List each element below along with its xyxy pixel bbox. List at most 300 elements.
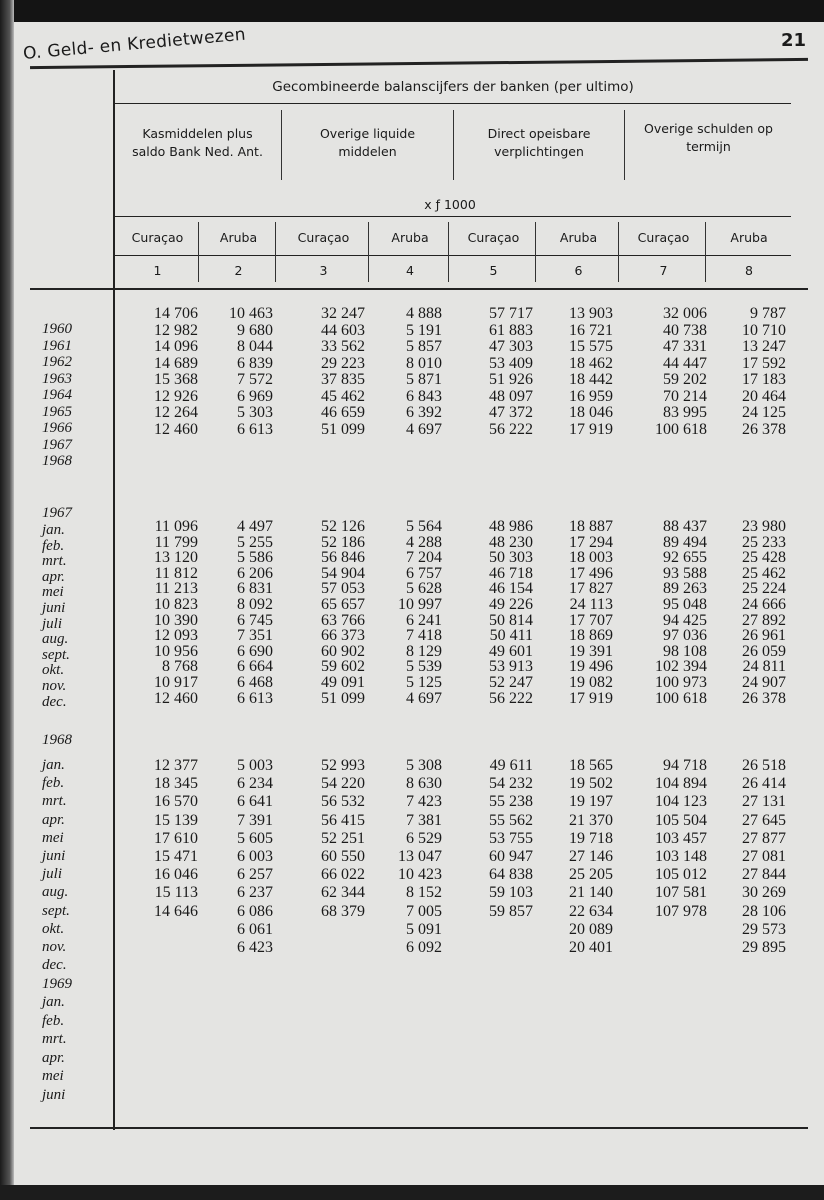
table-cell: 46 659 bbox=[321, 404, 365, 421]
table-cell: 25 462 bbox=[742, 564, 786, 582]
table-cell: 93 588 bbox=[663, 564, 707, 582]
table-cell: 52 186 bbox=[321, 533, 365, 551]
table-cell: 51 099 bbox=[321, 689, 365, 707]
table-cell: 17 610 bbox=[154, 829, 198, 847]
table-cell: 92 655 bbox=[663, 549, 707, 567]
row-label-month: apr. bbox=[42, 568, 65, 585]
row-label-month: okt. bbox=[42, 662, 65, 679]
row-label-month: mrt. bbox=[42, 553, 67, 570]
header-rule bbox=[30, 58, 808, 69]
table-cell: 5 871 bbox=[406, 371, 442, 388]
row-label-month: dec. bbox=[42, 693, 67, 710]
table-cell: 5 586 bbox=[237, 549, 273, 567]
table-cell: 97 036 bbox=[663, 627, 707, 645]
table-cell: 56 222 bbox=[489, 689, 533, 707]
table-cell: 14 689 bbox=[154, 354, 198, 372]
row-label-month: dec. bbox=[42, 957, 67, 974]
table-cell: 37 835 bbox=[321, 371, 365, 388]
table-cell: 102 394 bbox=[655, 658, 707, 676]
row-label-month: mrt. bbox=[42, 1031, 67, 1048]
table-cell: 4 697 bbox=[406, 689, 442, 707]
table-cell: 57 053 bbox=[321, 580, 365, 598]
table-cell: 6 392 bbox=[406, 404, 442, 421]
table-cell: 18 869 bbox=[569, 627, 613, 645]
table-cell: 4 497 bbox=[237, 518, 273, 535]
table-cell: 14 646 bbox=[154, 902, 198, 920]
scan-border-bottom bbox=[0, 1185, 824, 1200]
row-label-month: juli bbox=[42, 615, 63, 632]
table-cell: 21 370 bbox=[569, 811, 613, 829]
table-cell: 18 003 bbox=[569, 549, 613, 567]
table-cell: 50 814 bbox=[489, 611, 533, 629]
table-cell: 12 460 bbox=[154, 420, 198, 438]
row-label-month: nov. bbox=[42, 678, 67, 694]
table-cell: 50 411 bbox=[489, 627, 533, 645]
table-cell: 49 611 bbox=[489, 757, 533, 774]
table-cell: 19 718 bbox=[569, 829, 613, 847]
column-header: Curaçao bbox=[467, 230, 520, 245]
table-cell: 6 092 bbox=[406, 939, 442, 956]
table-cell: 20 089 bbox=[569, 920, 613, 938]
table-cell: 14 096 bbox=[154, 338, 198, 355]
column-header: Aruba bbox=[730, 230, 768, 245]
table-cell: 52 126 bbox=[321, 518, 365, 535]
table-cell: 15 368 bbox=[154, 371, 198, 388]
column-header: Curaçao bbox=[297, 230, 350, 245]
table-cell: 26 378 bbox=[742, 689, 786, 707]
table-cell: 6 061 bbox=[237, 920, 273, 938]
table-cell: 6 241 bbox=[406, 611, 442, 629]
table-cell: 5 605 bbox=[237, 829, 273, 847]
row-label-year-heading: 1969 bbox=[42, 976, 72, 992]
column-divider bbox=[448, 222, 449, 282]
table-cell: 17 294 bbox=[569, 533, 613, 551]
table-cell: 103 457 bbox=[655, 829, 707, 847]
table-cell: 10 463 bbox=[229, 305, 273, 322]
table-cell: 55 238 bbox=[489, 793, 533, 811]
table-cell: 56 415 bbox=[321, 811, 365, 829]
table-cell: 7 391 bbox=[237, 811, 273, 829]
table-cell: 8 044 bbox=[237, 338, 273, 355]
table-cell: 9 680 bbox=[237, 321, 273, 339]
table-cell: 19 391 bbox=[569, 642, 613, 660]
table-cell: 16 046 bbox=[154, 866, 198, 884]
table-cell: 103 148 bbox=[655, 848, 707, 865]
table-cell: 25 428 bbox=[742, 549, 786, 567]
column-number: 7 bbox=[659, 263, 668, 278]
table-cell: 62 344 bbox=[321, 884, 365, 902]
table-cell: 64 838 bbox=[489, 866, 533, 884]
table-cell: 12 460 bbox=[154, 689, 198, 707]
table-cell: 104 894 bbox=[655, 775, 707, 793]
table-cell: 46 718 bbox=[489, 564, 533, 582]
column-header: Aruba bbox=[219, 230, 258, 245]
table-cell: 54 220 bbox=[321, 775, 365, 793]
table-cell: 30 269 bbox=[742, 884, 786, 902]
table-cell: 100 618 bbox=[655, 689, 707, 707]
scan-border-top bbox=[0, 0, 824, 22]
table-cell: 7 418 bbox=[406, 627, 442, 645]
table-cell: 6 257 bbox=[237, 866, 273, 884]
table-cell: 60 902 bbox=[321, 642, 365, 660]
row-label-month: feb. bbox=[42, 537, 65, 554]
table-cell: 7 572 bbox=[237, 371, 273, 388]
table-cell: 29 895 bbox=[742, 939, 786, 956]
table-cell: 55 562 bbox=[489, 811, 533, 829]
table-cell: 59 202 bbox=[663, 371, 707, 388]
table-cell: 20 464 bbox=[742, 387, 786, 405]
table-cell: 21 140 bbox=[569, 884, 613, 902]
row-label-month: juni bbox=[42, 1087, 66, 1103]
row-label-year: 1962 bbox=[42, 354, 72, 370]
table-cell: 52 251 bbox=[321, 829, 365, 847]
row-label-year: 1968 bbox=[42, 453, 72, 469]
table-cell: 53 755 bbox=[489, 829, 533, 847]
table-cell: 56 532 bbox=[321, 793, 365, 811]
table-cell: 13 047 bbox=[398, 848, 442, 865]
table-cell: 59 857 bbox=[489, 902, 533, 920]
table-title: Gecombineerde balanscijfers der banken (per ultimo) bbox=[272, 79, 634, 95]
column-divider bbox=[535, 222, 536, 282]
table-cell: 12 377 bbox=[154, 757, 198, 774]
table-cell: 48 986 bbox=[489, 518, 533, 535]
table-cell: 23 980 bbox=[742, 518, 786, 535]
row-label-month: juni bbox=[42, 600, 66, 616]
table-cell: 6 003 bbox=[237, 848, 273, 865]
header-bottom-rule bbox=[30, 288, 808, 290]
row-label-month: feb. bbox=[42, 1012, 65, 1029]
table-cell: 18 887 bbox=[569, 518, 613, 535]
table-cell: 7 204 bbox=[406, 549, 442, 567]
table-cell: 107 581 bbox=[655, 884, 707, 902]
row-label-month: aug. bbox=[42, 631, 69, 648]
row-label-month: aug. bbox=[42, 884, 69, 901]
table-cell: 5 003 bbox=[237, 757, 273, 774]
table-cell: 27 844 bbox=[742, 866, 786, 884]
table-cell: 104 123 bbox=[655, 793, 707, 811]
table-cell: 53 913 bbox=[489, 658, 533, 676]
table-cell: 6 206 bbox=[237, 564, 273, 582]
row-label-year: 1967 bbox=[42, 436, 72, 453]
table-cell: 49 226 bbox=[489, 596, 533, 613]
column-group-header: Kasmiddelen plus saldo Bank Ned. Ant. bbox=[132, 126, 263, 159]
table-cell: 12 264 bbox=[154, 404, 198, 421]
table-cell: 4 697 bbox=[406, 420, 442, 438]
table-cell: 45 462 bbox=[321, 387, 365, 405]
row-label-year-heading: 1967 bbox=[42, 505, 72, 521]
table-cell: 18 046 bbox=[569, 404, 613, 421]
table-cell: 52 247 bbox=[489, 674, 533, 691]
table-cell: 89 494 bbox=[663, 533, 707, 551]
table-cell: 6 745 bbox=[237, 611, 273, 629]
table-cell: 15 575 bbox=[569, 338, 613, 355]
row-label-month: juli bbox=[42, 866, 63, 883]
column-number: 3 bbox=[319, 263, 328, 278]
row-label-year-heading: 1968 bbox=[42, 732, 72, 748]
row-label-year: 1961 bbox=[42, 337, 72, 354]
table-cell: 60 947 bbox=[489, 848, 533, 865]
table-cell: 8 768 bbox=[162, 658, 198, 676]
table-cell: 5 303 bbox=[237, 404, 273, 421]
column-header: Curaçao bbox=[131, 230, 184, 245]
row-label-month: nov. bbox=[42, 939, 67, 955]
table-cell: 14 706 bbox=[154, 305, 198, 322]
unit-rule bbox=[115, 216, 791, 217]
table-cell: 50 303 bbox=[489, 549, 533, 567]
table-cell: 5 125 bbox=[406, 674, 442, 691]
column-divider bbox=[368, 222, 369, 282]
table-cell: 10 390 bbox=[154, 611, 198, 629]
table-cell: 24 907 bbox=[742, 674, 786, 691]
row-label-year: 1963 bbox=[42, 370, 72, 387]
table-cell: 49 091 bbox=[321, 674, 365, 691]
table-cell: 25 233 bbox=[742, 533, 786, 551]
table-cell: 15 471 bbox=[154, 848, 198, 865]
table-cell: 24 666 bbox=[742, 596, 786, 613]
table-cell: 15 113 bbox=[154, 884, 198, 902]
group-divider bbox=[624, 110, 625, 180]
table-cell: 66 373 bbox=[321, 627, 365, 645]
table-cell: 5 628 bbox=[406, 580, 442, 598]
table-cell: 6 613 bbox=[237, 420, 273, 438]
row-label-year: 1965 bbox=[42, 403, 72, 420]
table-cell: 59 103 bbox=[489, 884, 533, 902]
table-cell: 8 129 bbox=[406, 642, 442, 660]
table-cell: 6 641 bbox=[237, 793, 273, 811]
column-rule bbox=[115, 255, 791, 256]
table-cell: 66 022 bbox=[321, 866, 365, 884]
table-cell: 47 303 bbox=[489, 338, 533, 355]
table-cell: 17 707 bbox=[569, 611, 613, 629]
table-cell: 56 846 bbox=[321, 549, 365, 567]
table-cell: 105 504 bbox=[655, 811, 707, 829]
row-label-month: feb. bbox=[42, 775, 65, 792]
table-cell: 27 645 bbox=[742, 811, 786, 829]
table-cell: 27 131 bbox=[742, 793, 786, 811]
group-divider bbox=[453, 110, 454, 180]
column-header: Aruba bbox=[559, 230, 598, 245]
table-cell: 27 081 bbox=[742, 848, 786, 865]
table-cell: 15 139 bbox=[154, 811, 198, 829]
table-cell: 11 096 bbox=[154, 518, 198, 535]
table-cell: 11 812 bbox=[154, 564, 198, 582]
table-cell: 29 573 bbox=[742, 920, 786, 938]
table-cell: 57 717 bbox=[489, 305, 533, 322]
table-cell: 88 437 bbox=[663, 518, 707, 535]
table-cell: 32 247 bbox=[321, 305, 365, 322]
table-cell: 61 883 bbox=[489, 321, 533, 339]
table-cell: 32 006 bbox=[663, 305, 707, 322]
table-cell: 5 857 bbox=[406, 338, 442, 355]
table-cell: 63 766 bbox=[321, 611, 365, 629]
table-cell: 29 223 bbox=[321, 354, 365, 372]
table-cell: 25 205 bbox=[569, 866, 613, 884]
table-cell: 16 959 bbox=[569, 387, 613, 405]
row-label-month: jan. bbox=[42, 757, 65, 773]
row-label-month: mei bbox=[42, 1068, 64, 1085]
table-cell: 89 263 bbox=[663, 580, 707, 598]
table-cell: 51 926 bbox=[489, 371, 533, 388]
row-label-year: 1966 bbox=[42, 420, 72, 436]
table-cell: 94 425 bbox=[663, 611, 707, 629]
table-cell: 5 191 bbox=[406, 321, 442, 339]
title-rule bbox=[115, 103, 791, 104]
table-cell: 100 618 bbox=[655, 420, 707, 438]
table-cell: 19 502 bbox=[569, 775, 613, 793]
column-group-header: Overige liquide middelen bbox=[319, 126, 416, 159]
table-cell: 24 125 bbox=[742, 404, 786, 421]
table-cell: 18 462 bbox=[569, 354, 613, 372]
table-cell: 18 442 bbox=[569, 371, 613, 388]
table-cell: 27 146 bbox=[569, 848, 613, 865]
table-cell: 11 213 bbox=[154, 580, 198, 598]
table-cell: 6 839 bbox=[237, 354, 273, 372]
table-cell: 6 690 bbox=[237, 642, 273, 660]
table-cell: 25 224 bbox=[742, 580, 786, 598]
table-cell: 17 827 bbox=[569, 580, 613, 598]
table-cell: 48 230 bbox=[489, 533, 533, 551]
table-cell: 60 550 bbox=[321, 848, 365, 865]
column-header: Curaçao bbox=[637, 230, 690, 245]
table-cell: 17 919 bbox=[569, 420, 613, 438]
table-cell: 6 529 bbox=[406, 829, 442, 847]
table-cell: 11 799 bbox=[154, 533, 198, 551]
table-cell: 83 995 bbox=[663, 404, 707, 421]
column-number: 2 bbox=[234, 263, 243, 278]
table-cell: 6 843 bbox=[406, 387, 442, 405]
table-cell: 4 288 bbox=[406, 533, 442, 551]
table-cell: 9 787 bbox=[750, 305, 786, 322]
row-label-month: mei bbox=[42, 829, 64, 846]
table-cell: 16 570 bbox=[154, 793, 198, 811]
table-cell: 95 048 bbox=[663, 596, 707, 613]
row-label-year: 1964 bbox=[42, 387, 72, 403]
table-cell: 7 351 bbox=[237, 627, 273, 645]
table-cell: 6 613 bbox=[237, 689, 273, 707]
column-number: 4 bbox=[406, 263, 414, 278]
table-cell: 8 152 bbox=[406, 884, 442, 902]
table-cell: 12 926 bbox=[154, 387, 198, 405]
column-divider bbox=[198, 222, 199, 282]
row-label-month: jan. bbox=[42, 994, 65, 1010]
table-cell: 19 496 bbox=[569, 658, 613, 676]
table-cell: 17 183 bbox=[742, 371, 786, 388]
footer-rule bbox=[30, 1127, 808, 1129]
table-cell: 33 562 bbox=[321, 338, 365, 355]
table-cell: 26 961 bbox=[742, 627, 786, 645]
table-cell: 44 603 bbox=[321, 321, 365, 339]
table-cell: 26 518 bbox=[742, 757, 786, 774]
table-cell: 6 423 bbox=[237, 939, 273, 956]
table-cell: 6 237 bbox=[237, 884, 273, 902]
table-cell: 6 468 bbox=[237, 674, 273, 691]
table-cell: 18 345 bbox=[154, 775, 198, 793]
table-cell: 19 082 bbox=[569, 674, 613, 691]
group-divider bbox=[281, 110, 282, 180]
row-label-month: jan. bbox=[42, 522, 65, 538]
table-cell: 8 630 bbox=[406, 775, 442, 793]
row-label-month: mei bbox=[42, 584, 64, 601]
table-cell: 48 097 bbox=[489, 387, 533, 405]
book-binding bbox=[0, 0, 14, 1200]
table-cell: 98 108 bbox=[663, 642, 707, 660]
row-label-month: mrt. bbox=[42, 793, 67, 810]
row-label-month: okt. bbox=[42, 920, 65, 937]
table-cell: 10 710 bbox=[742, 321, 786, 339]
table-cell: 22 634 bbox=[569, 902, 613, 920]
table-cell: 17 592 bbox=[742, 354, 786, 372]
table-cell: 68 379 bbox=[321, 902, 365, 920]
unit-label: x ƒ 1000 bbox=[424, 197, 476, 212]
table-cell: 8 092 bbox=[237, 596, 273, 613]
table-cell: 13 247 bbox=[742, 338, 786, 355]
table-cell: 59 602 bbox=[321, 658, 365, 676]
table-cell: 5 539 bbox=[406, 658, 442, 676]
table-cell: 24 811 bbox=[742, 658, 786, 676]
table-cell: 49 601 bbox=[489, 642, 533, 660]
column-divider bbox=[705, 222, 706, 282]
table-cell: 4 888 bbox=[406, 305, 442, 322]
table-cell: 5 308 bbox=[406, 757, 442, 774]
table-cell: 5 091 bbox=[406, 920, 442, 938]
table-cell: 51 099 bbox=[321, 420, 365, 438]
table-cell: 47 372 bbox=[489, 404, 533, 421]
table-cell: 18 565 bbox=[569, 757, 613, 774]
row-label-month: apr. bbox=[42, 811, 65, 828]
table-cell: 94 718 bbox=[663, 757, 707, 774]
table-cell: 7 005 bbox=[406, 902, 442, 920]
table-cell: 27 892 bbox=[742, 611, 786, 629]
table-cell: 105 012 bbox=[655, 866, 707, 884]
column-group-header: Overige schulden op termijn bbox=[644, 121, 773, 154]
table-cell: 8 010 bbox=[406, 354, 442, 372]
column-divider bbox=[618, 222, 619, 282]
table-cell: 10 423 bbox=[398, 866, 442, 884]
column-number: 5 bbox=[489, 263, 498, 278]
table-cell: 24 113 bbox=[569, 596, 613, 613]
column-number: 6 bbox=[574, 263, 583, 278]
row-label-month: sept. bbox=[42, 902, 70, 919]
table-cell: 5 564 bbox=[406, 518, 442, 535]
table-cell: 13 903 bbox=[569, 305, 613, 322]
table-cell: 26 414 bbox=[742, 775, 786, 793]
column-divider bbox=[275, 222, 276, 282]
table-cell: 10 997 bbox=[398, 596, 442, 613]
table-cell: 100 973 bbox=[655, 674, 707, 691]
table-cell: 10 823 bbox=[154, 596, 198, 613]
row-label-month: juni bbox=[42, 848, 66, 864]
table-cell: 70 214 bbox=[663, 387, 707, 405]
table-cell: 7 381 bbox=[406, 811, 442, 829]
row-label-year: 1960 bbox=[42, 321, 72, 337]
page-number: 21 bbox=[780, 30, 806, 51]
table-cell: 7 423 bbox=[406, 793, 442, 811]
table-cell: 6 664 bbox=[237, 658, 273, 676]
table-cell: 54 904 bbox=[321, 564, 365, 582]
table-cell: 6 086 bbox=[237, 902, 273, 920]
table-cell: 10 917 bbox=[154, 674, 198, 691]
row-label-month: apr. bbox=[42, 1049, 65, 1066]
table-cell: 44 447 bbox=[663, 354, 707, 372]
table-cell: 46 154 bbox=[489, 580, 533, 598]
table-cell: 47 331 bbox=[663, 338, 707, 355]
table-cell: 19 197 bbox=[569, 793, 613, 811]
table-cell: 16 721 bbox=[569, 321, 613, 339]
column-number: 1 bbox=[153, 263, 162, 278]
table-cell: 28 106 bbox=[742, 902, 786, 920]
table-cell: 12 093 bbox=[154, 627, 198, 645]
column-group-header: Direct opeisbare verplichtingen bbox=[487, 126, 591, 159]
